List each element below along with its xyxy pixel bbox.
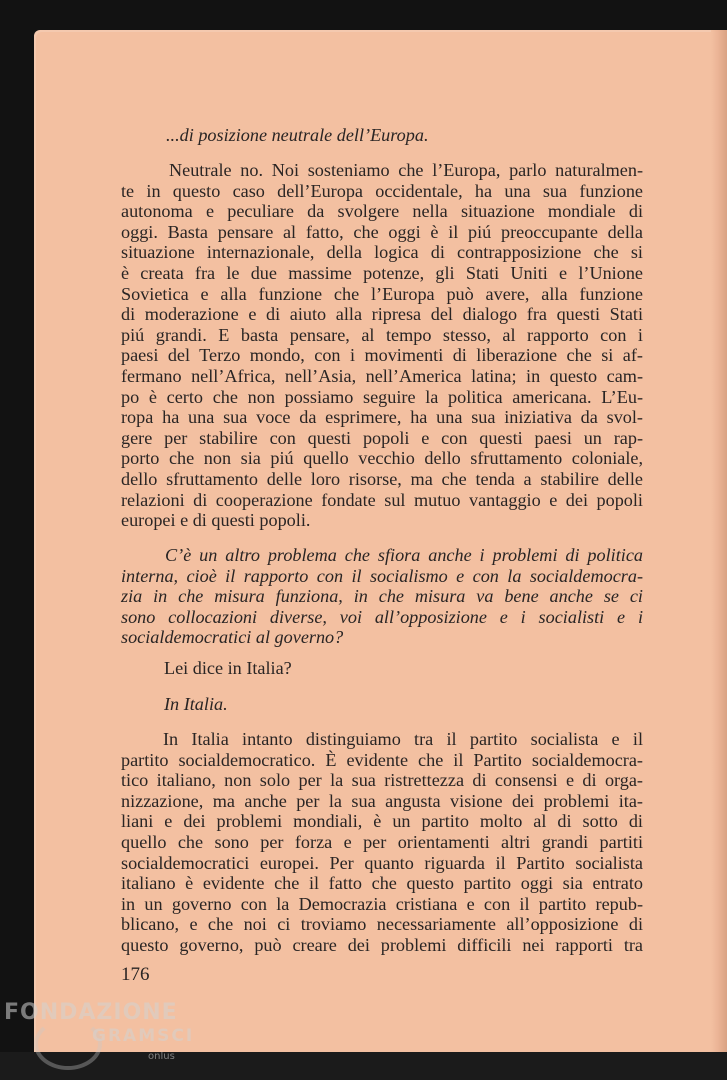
text-line: po è certo che non possiamo seguire la politica americana. L’Eu- bbox=[121, 386, 643, 407]
text-line: gere per stabilire con questi popoli e con questi paesi un rap- bbox=[121, 427, 643, 448]
question-2 bbox=[121, 545, 643, 648]
question-1: ...di posizione neutrale dell’Europa. bbox=[166, 125, 429, 145]
watermark-text: FONDAZIONE bbox=[4, 1000, 178, 1025]
text-line: in un governo con la Democrazia cristiana e con il partito repub- bbox=[121, 893, 643, 914]
text-line: paesi del Terzo mondo, con i movimenti di liberazione che si af- bbox=[121, 345, 643, 366]
text-line: questo governo, può creare dei problemi difficili nei rapporti tra bbox=[121, 934, 643, 955]
text-line: oggi. Basta pensare al fatto, che oggi è il piú preoccupante della bbox=[121, 221, 643, 242]
text-line: socialdemocratici al governo? bbox=[121, 627, 344, 648]
text-line: europei e di questi popoli. bbox=[121, 510, 311, 531]
text-line: italiano è evidente che il fatto che questo partito oggi sia entrato bbox=[121, 873, 643, 894]
paragraph-2 bbox=[121, 729, 643, 956]
watermark-logo bbox=[4, 996, 195, 1066]
page-edge bbox=[711, 30, 727, 1052]
text-line: tico italiano, non solo per la sua ristrettezza di consensi e di orga- bbox=[121, 770, 643, 791]
text-line: ropa ha una sua voce da esprimere, ha una sua iniziativa da svol- bbox=[121, 407, 643, 428]
answer-2: Lei dice in Italia? bbox=[164, 658, 292, 678]
text-line: Sovietica e alla funzione che l’Europa può avere, alla funzione bbox=[121, 283, 643, 304]
text-line: te in questo caso dell’Europa occidentale, ha una sua funzione bbox=[121, 180, 643, 201]
text-line: interna, cioè il rapporto con il socialismo e con la socialdemocra- bbox=[121, 565, 643, 586]
text-line: piú grandi. E basta pensare, al tempo stesso, al rapporto con i bbox=[121, 324, 643, 345]
text-line: C’è un altro problema che sfiora anche i problemi di politica bbox=[165, 545, 643, 565]
text-line: partito socialdemocratico. È evidente che il Partito socialdemocra- bbox=[121, 749, 643, 770]
text-line: quello che sono per forza e per orientamenti altri grandi partiti bbox=[121, 831, 643, 852]
question-3: In Italia. bbox=[164, 694, 228, 714]
text-line: zia in che misura funziona, in che misura va bene anche se ci bbox=[121, 586, 643, 607]
text-line: porto che non sia piú quello vecchio dello sfruttamento coloniale, bbox=[121, 448, 643, 469]
text-line: dello sfruttamento delle loro risorse, ma che tenda a stabilire delle bbox=[121, 468, 643, 489]
text-line: relazioni di cooperazione fondate sul mutuo vantaggio e dei popoli bbox=[121, 489, 643, 510]
text-line: socialdemocratici europei. Per quanto riguarda il Partito socialista bbox=[121, 852, 643, 873]
text-line: situazione internazionale, della logica di contrapposizione che si bbox=[121, 242, 643, 263]
watermark-text: GRAMSCI bbox=[92, 1026, 195, 1046]
paragraph-1 bbox=[121, 160, 643, 531]
text-line: autonoma e peculiare da svolgere nella situazione mondiale di bbox=[121, 201, 643, 222]
text-line: nizzazione, ma anche per la sua angusta visione dei problemi ita- bbox=[121, 790, 643, 811]
text-line: In Italia intanto distinguiamo tra il partito socialista e il bbox=[163, 729, 643, 749]
text-line: blicano, e che noi ci troviamo necessariamente all’opposizione di bbox=[121, 914, 643, 935]
text-line: liani e dei problemi mondiali, è un partito molto al di sotto di bbox=[121, 811, 643, 832]
page-number: 176 bbox=[121, 964, 150, 985]
text-line: Neutrale no. Noi sosteniamo che l’Europa, parlo naturalmen- bbox=[169, 160, 643, 180]
text-line: è creata fra le due massime potenze, gli Stati Uniti e l’Unione bbox=[121, 262, 643, 283]
text-line: sono collocazioni diverse, voi all’opposizione e i socialisti e i bbox=[121, 606, 643, 627]
text-line: di moderazione e di aiuto alla ripresa del dialogo fra questi Stati bbox=[121, 304, 643, 325]
text-line: fermano nell’Africa, nell’Asia, nell’America latina; in questo cam- bbox=[121, 365, 643, 386]
watermark-text: onlus bbox=[148, 1051, 175, 1062]
